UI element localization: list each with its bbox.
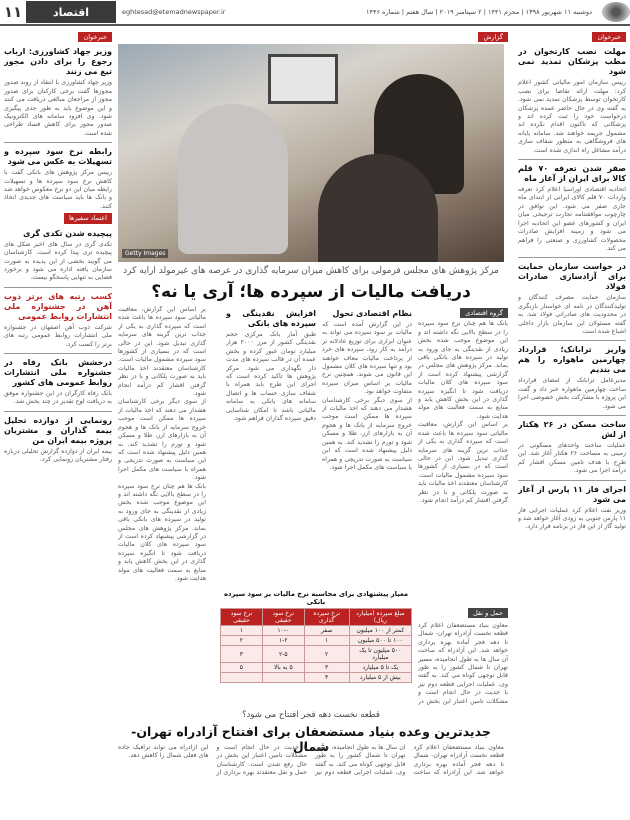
news-body: مدیرعامل ترابانک از امضای قرارداد ساخت چهارمین ماهواره خبر داد و گفت این پروژه با مشارکت بخش خصوصی اجرا می شود. xyxy=(518,377,626,410)
table-cell: ۵۰۰ میلیون تا یک میلیارد xyxy=(349,646,411,663)
table-cell: ۲ xyxy=(304,646,349,663)
main-body-col-3 xyxy=(226,306,316,586)
article-subheading: افزایش نقدینگی و سپرده های بانکی xyxy=(226,309,316,328)
news-headline[interactable]: درخشش بانک رفاه در جشنواره ملی انتشارات روابط عمومی های کشور xyxy=(4,357,112,387)
right-column xyxy=(518,30,626,816)
office-workers-photo xyxy=(118,44,504,262)
divider xyxy=(518,340,626,341)
news-body: شرکت ذوب آهن اصفهان در جشنواره ملی انتشارات روابط عمومی رتبه های برتر را کسب کرد. xyxy=(4,323,112,348)
person-shape xyxy=(318,154,438,262)
news-headline[interactable]: رابطه نرخ سود سپرده و تسهیلات به عکس می شود xyxy=(4,147,112,167)
article-body: از سوی دیگر برخی کارشناسان هشدار می دهند که اخذ مالیات از سپرده ها ممکن است موجب خروج سرمایه از بانک ها و هجوم آن به بازارهای ارز، طلا و مسکن شود و تورم را تشدید کند. به همین دلیل پیشنهاد شده است که این سیاست به صورت تدریجی و همراه با سیاست های مکمل اجرا شود. xyxy=(322,396,412,471)
main-subheadline: مرکز پژوهش های مجلس فرمولی برای کاهش میزان سرمایه گذاری در عرصه های غیرمولد ارایه کرد xyxy=(123,266,499,276)
news-body: سازمان حمایت مصرف کنندگان و تولیدکنندگان در نامه ای خواستار بازنگری در محدودیت های صادراتی فولاد شد. به گفته مسئولان این سازمان بازار داخلی اشباع شده است. xyxy=(518,294,626,335)
news-body: بانک رفاه کارگران در این جشنواره موفق به دریافت لوح تقدیر در چند بخش شد. xyxy=(4,389,112,406)
bottom-section-tag: حمل و نقل xyxy=(468,608,508,618)
news-headline[interactable]: واریز ترابانک؛ قرارداد چهارمین ماهواره را هم می بندیم xyxy=(518,345,626,375)
photo-credit: Getty Images xyxy=(122,249,168,258)
article-body: بر اساس این گزارش، معافیت مالیاتی سود سپرده ها باعث شده است که سپرده گذاری به یکی از جذاب ترین گزینه های سرمایه گذاری تبدیل شود. این در حالی است که در بسیاری از کشورها سود سپرده مشمول مالیات است. کارشناسان معتقدند اخذ مالیات باید به صورت پلکانی و با در نظر گرفتن اقشار کم درآمد انجام شود. xyxy=(118,306,206,398)
table-cell xyxy=(262,673,304,683)
news-body: اتحادیه اقتصادی اوراسیا اعلام کرد تعرفه واردات ۷۰ قلم کالای ایرانی از ابتدای ماه جاری صفر می شود. این توافق در چارچوب موافقتنامه تجارت ترجیحی میان ایران و کشورهای عضو این اتحادیه اجرا می شود و زمینه افزایش صادرات محصولات کشاورزی و صنعتی را فراهم می کند. xyxy=(518,186,626,252)
table-row xyxy=(221,646,412,663)
data-table xyxy=(220,608,412,683)
divider xyxy=(518,480,626,481)
news-body: وزیر جهاد کشاورزی با انتقاد از روند صدور مجوزها گفت برخی کارکنان برای صدور مجوز از مراجعان مبالغی دریافت می کنند و این موضوع باید به طور جدی پیگیری شود. وی افزود سامانه های الکترونیک صدور مجوز برای کاهش فساد طراحی شده است. xyxy=(4,79,112,137)
table-header-cell: نرخ سپرده گذاری xyxy=(304,609,349,626)
newspaper-logo-icon xyxy=(602,2,630,22)
news-headline[interactable]: وزیر جهاد کشاورزی: ارباب رجوع را برای دادن مجوز تیغ می زنند xyxy=(4,47,112,77)
main-headline[interactable]: دریافت مالیات از سپرده ها؛ آری یا نه؟ xyxy=(151,282,471,302)
table-row xyxy=(221,636,412,646)
dateline: دوشنبه ۱۱ شهریور ۱۳۹۸ | محرم ۱۴۴۱ | ۲ سپتامبر ۲۰۱۹ | سال هفتم | شماره ۱۴۴۶ xyxy=(366,8,592,16)
main-body-col-2 xyxy=(322,306,412,586)
table-row xyxy=(221,626,412,636)
news-headline[interactable]: پیچیده شدن تکدی گری xyxy=(23,228,112,238)
table-cell xyxy=(221,673,263,683)
table-cell: ۲ xyxy=(221,636,263,646)
news-headline[interactable]: در خواست سازمان حمایت برای آزادسازی صادرات فولاد xyxy=(518,262,626,292)
main-body-col-4 xyxy=(118,306,206,706)
section-tag: خبرخوان xyxy=(592,32,626,42)
table-cell: ۳ xyxy=(304,663,349,673)
table-cell: ۴ xyxy=(304,673,349,683)
tax-rate-table xyxy=(220,590,412,683)
divider xyxy=(4,411,112,412)
section-tag: خبرخوان xyxy=(78,32,112,42)
article-body: طبق آمار بانک مرکزی حجم نقدینگی کشور از مرز ۲۰۰۰ هزار میلیارد تومان عبور کرده و بخش عمده آن در قالب سپرده های مدت دار نگهداری می شود. مرکز پژوهش ها تاکید کرده است که اجرای این طرح باید همراه با شفاف سازی حساب ها و اتصال سامانه های بانکی به سامانه مالیاتی باشد تا امکان شناسایی دقیق سپرده گذاران فراهم شود. xyxy=(226,331,316,423)
table-cell: کمتر از ۱۰۰ میلیون xyxy=(349,626,411,636)
news-headline[interactable]: اجرای فاز ۱۱ پارس از آغاز می شود xyxy=(518,484,626,504)
bottom-intro xyxy=(418,622,508,706)
table-cell: ۱ xyxy=(304,636,349,646)
article-body: بر اساس این گزارش، معافیت مالیاتی سود سپرده ها باعث شده است که سپرده گذاری به یکی از جذاب ترین گزینه های سرمایه گذاری تبدیل شود. این در حالی است که در بسیاری از کشورها سود سپرده مشمول مالیات است. کارشناسان معتقدند اخذ مالیات باید به صورت پلکانی و با در نظر گرفتن اقشار کم درآمد انجام شود. xyxy=(418,421,508,504)
article-body: بانک ها هم چنان نرخ سود سپرده را در سطح بالایی نگه داشته اند و این موضوع موجب شده بخش زیادی از نقدینگی به جای ورود به تولید در سپرده های بانکی باقی بماند. مرکز پژوهش های مجلس در گزارشی پیشنهاد کرده است از سود سپرده های کلان مالیات دریافت شود تا انگیزه سپرده گذاری در این بخش کاهش یابد و منابع به سمت فعالیت های مولد هدایت شود. xyxy=(118,482,206,582)
table-row xyxy=(221,663,412,673)
divider xyxy=(518,159,626,160)
news-body: تکدی گری در سال های اخیر شکل های پیچیده تری پیدا کرده است. کارشناسان می گویند بخشی از این پدیده به صورت سازمان یافته اداره می شود و برخورد قضایی به تنهایی پاسخگو نیست. xyxy=(4,240,112,282)
news-headline[interactable]: ساخت مسکن در ۲۶ هکتار از لش xyxy=(518,419,626,439)
article-body: معاون بنیاد مستضعفان اعلام کرد قطعه نخست آزادراه تهران- شمال تا دهه فجر آماده بهره برداری خواهد شد. این آزادراه که ساخت آن سال ها به طول انجامیده، مسیر تهران تا شمال کشور را به طور قابل توجهی کوتاه می کند. به گفته وی، عملیات اجرایی قطعه دوم نیز با جدیت در حال انجام است و مشکلات تامین اعتبار این بخش در xyxy=(418,622,508,705)
main-section-tag: گزارش xyxy=(478,32,508,42)
news-body: رییس مرکز پژوهش های بانکی گفت با کاهش نرخ سود سپرده ها و تسهیلات رابطه میان این دو نرخ معکوس خواهد شد و بانک ها باید سیاست های جدیدی اتخاذ کنند. xyxy=(4,169,112,210)
table-cell: ۳ xyxy=(221,646,263,663)
bottom-article-body xyxy=(118,744,504,816)
table-header-cell: مبلغ سپرده (میلیارد ریال) xyxy=(349,609,411,626)
article-body: معاون بنیاد مستضعفان اعلام کرد قطعه نخست آزادراه تهران- شمال تا دهه فجر آماده بهره برداری خواهد شد. این آزادراه که ساخت آن سال ها به طول انجامیده، مسیر تهران تا شمال کشور را به طور قابل توجهی کوتاه می کند. به گفته وی، عملیات اجرایی قطعه دوم نیز با جدیت در حال انجام است و مشکلات تامین اعتبار این بخش در حال رفع شدن است. کارشناسان حمل و نقل معتقدند بهره برداری از این آزادراه می تواند ترافیک جاده های فعلی شمال را کاهش دهد. xyxy=(118,744,504,777)
left-column xyxy=(4,30,112,816)
table-cell: ۱۰۰ تا ۵۰۰ میلیون xyxy=(349,636,411,646)
news-body: وزیر نفت اعلام کرد عملیات اجرایی فاز ۱۱ پارس جنوبی به زودی آغاز خواهد شد و تولید گاز از این فاز در برنامه قرار دارد. xyxy=(518,506,626,531)
table-cell: ۲-۵ xyxy=(262,646,304,663)
news-body: رییس سازمان امور مالیاتی کشور اعلام کرد: مهلت ارائه تقاضا برای نصب کارتخوان توسط پزشکان تمدید نمی شود. به گفته وی در حال حاضر عمده پزشکان درخواست خود را ثبت کرده اند و پزشکانی که تاکنون اقدام نکرده اند مشمول جریمه خواهند شد. سامانه پایانه های فروشگاهی به منظور شفاف سازی درآمد مشاغل راه اندازی شده است. xyxy=(518,79,626,154)
article-subheading: نظام اقتصادی تحول xyxy=(332,309,412,318)
person-shape xyxy=(178,104,288,254)
table-cell: ۱-۲ xyxy=(262,636,304,646)
section-title: اقتصاد xyxy=(26,1,116,23)
table-header-cell: نرخ سود حقیقی xyxy=(221,609,263,626)
table-cell: بیش از ۵ میلیارد xyxy=(349,673,411,683)
article-body: از سوی دیگر برخی کارشناسان هشدار می دهند که اخذ مالیات از سپرده ها ممکن است موجب خروج سرمایه از بانک ها و هجوم آن به بازارهای ارز، طلا و مسکن شود و تورم را تشدید کند. به همین دلیل پیشنهاد شده است که این سیاست به صورت تدریجی و همراه با سیاست های مکمل اجرا شود. xyxy=(118,398,206,482)
divider xyxy=(4,287,112,288)
table-row xyxy=(221,673,412,683)
bottom-headline[interactable]: جدیدترین وعده بنیاد مستضعفان برای افتتاح آزادراه تهران- شمال xyxy=(131,724,491,754)
news-headline[interactable]: مهلت نصب کارتخوان در مطب پزشکان تمدید نمی شود xyxy=(518,47,626,77)
table-cell: ۱۰-۰ xyxy=(262,626,304,636)
news-headline[interactable]: رونمایی از دوازده تحلیل بیمه گذاران و مشتریان پروژه بیمه ایران من xyxy=(4,415,112,445)
page-number: ۱۱ xyxy=(0,0,26,24)
table-caption: معیار پیشنهادی برای محاسبه نرخ مالیات بر سود سپرده بانکی xyxy=(223,590,409,606)
table-cell: ۵ به بالا xyxy=(262,663,304,673)
article-body: بانک ها هم چنان نرخ سود سپرده را در سطح بالایی نگه داشته اند و این موضوع موجب شده بخش زیادی از نقدینگی به جای ورود به تولید در سپرده های بانکی باقی بماند. مرکز پژوهش های مجلس در گزارشی پیشنهاد کرده است از سود سپرده های کلان مالیات دریافت شود تا انگیزه سپرده گذاری در این بخش کاهش یابد و منابع به سمت فعالیت های مولد هدایت شود. xyxy=(418,320,508,420)
divider xyxy=(518,257,626,258)
section-tag: اعتماد سفیرها xyxy=(64,213,112,223)
news-headline[interactable]: کسب رتبه های برتر ذوب آهن در جشنواره ملی انتشارات روابط عمومی xyxy=(4,291,112,321)
divider xyxy=(4,353,112,354)
table-cell: صفر xyxy=(304,626,349,636)
author-tag: گروه اقتصادی xyxy=(460,308,508,318)
email[interactable]: eghtesad@etemadnewspaper.ir xyxy=(122,8,226,16)
page-header xyxy=(0,0,630,26)
bottom-subheadline: قطعه نخست دهه فجر افتتاح می شود؟ xyxy=(242,710,380,720)
table-cell: یک تا ۵ میلیارد xyxy=(349,663,411,673)
news-headline[interactable]: صفر شدن تعرفه ۷۰ قلم کالا برای ایران از آغاز ماه xyxy=(518,164,626,184)
table-cell: ۵ xyxy=(221,663,263,673)
divider xyxy=(518,415,626,416)
monitor-shape xyxy=(268,54,338,104)
article-body: در این گزارش آمده است که مالیات بر سود سپرده می تواند به عنوان ابزاری برای توزیع عادلانه تر درآمد به کار رود. سپرده های خرد از پرداخت مالیات معاف خواهند بود و تنها سپرده های کلان مشمول این قانون می شوند. همچنین نرخ مالیات بر اساس میزان سپرده متفاوت خواهد بود. xyxy=(322,321,412,396)
table-header-cell: نرخ سود حقیقی xyxy=(262,609,304,626)
main-body-col-1 xyxy=(418,306,508,604)
table-cell: ۱ xyxy=(221,626,263,636)
news-body: بیمه ایران از دوازده گزارش تحلیلی درباره رفتار مشتریان رونمایی کرد. xyxy=(4,447,112,464)
news-body: عملیات ساخت واحدهای مسکونی در زمینی به مساحت ۲۶ هکتار آغاز شد. این طرح با هدف تامین مسکن اقشار کم درآمد اجرا می شود. xyxy=(518,441,626,475)
divider xyxy=(4,142,112,143)
